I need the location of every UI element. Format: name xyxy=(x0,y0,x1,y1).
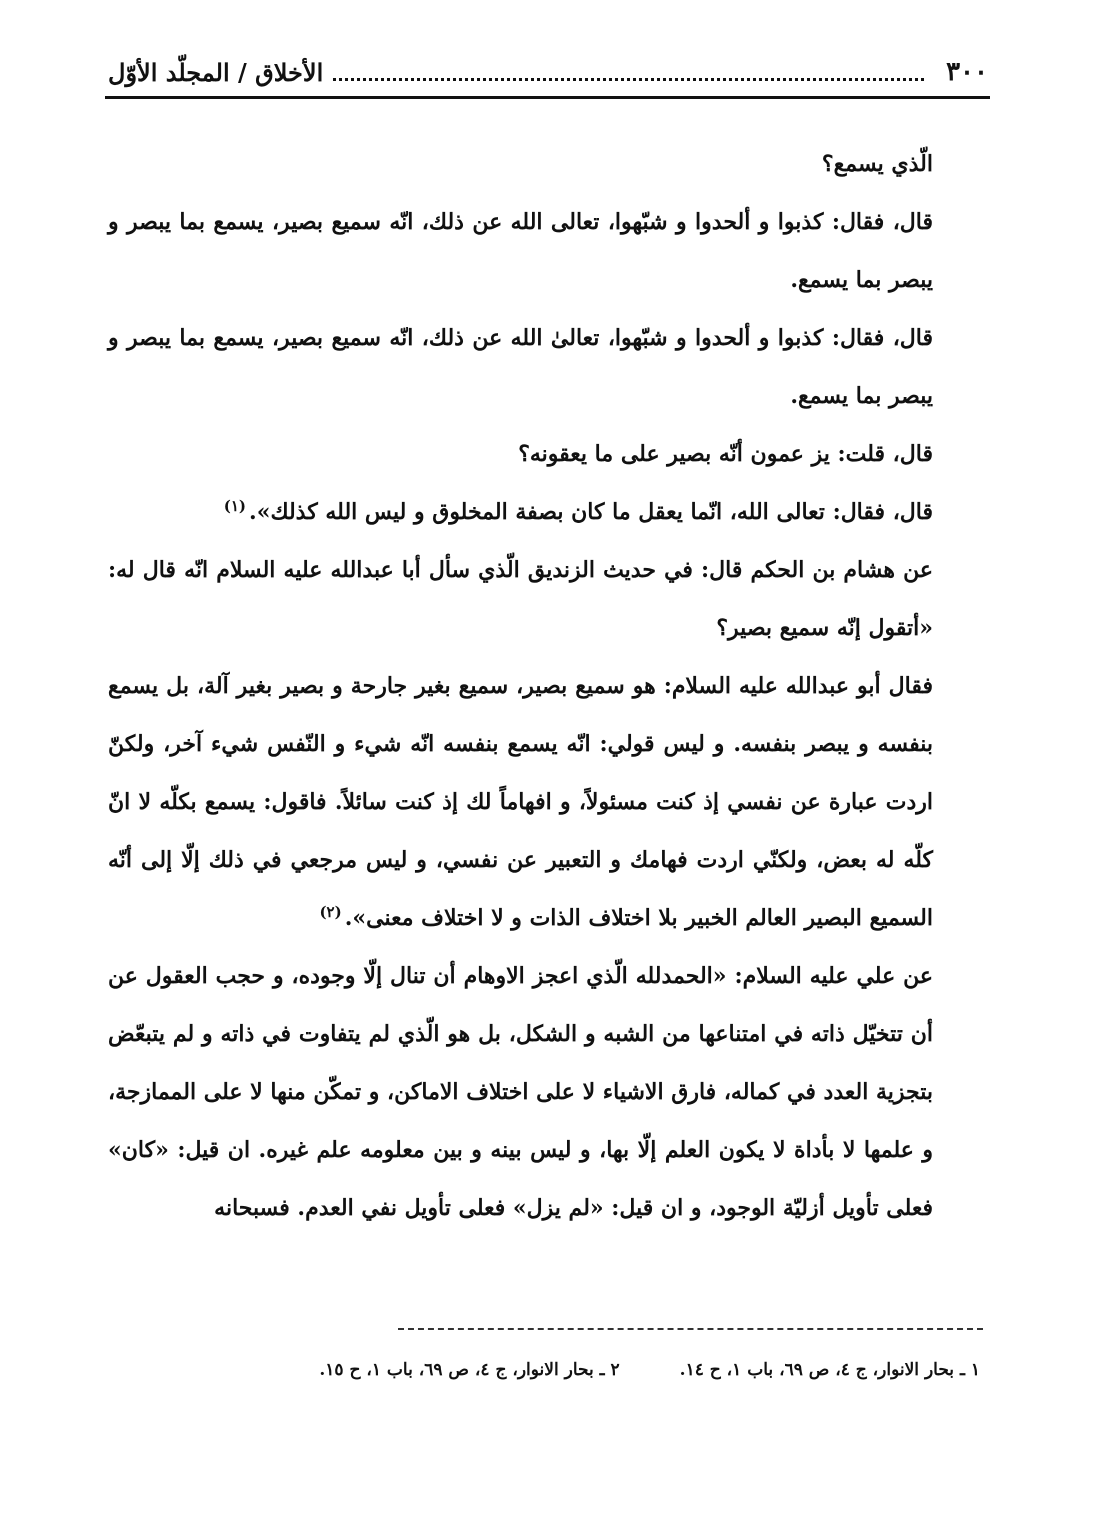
paragraph-with-ref xyxy=(108,657,933,947)
paragraph: قال، فقال: كذبوا و ألحدوا و شبّهوا، تعالىٰ الله عن ذلك، انّه سميع بصير، يسمع بما يبصر و يبصر بما يسمع. xyxy=(108,325,933,409)
header-rule xyxy=(105,96,990,99)
paragraph-text: قال، فقال: تعالى الله، انّما يعقل ما كان بصفة المخلوق و ليس الله كذلك». xyxy=(249,499,933,525)
footnote-ref-2: (٢) xyxy=(319,902,342,921)
paragraph-with-ref xyxy=(108,483,933,541)
footnote-ref-1: (١) xyxy=(223,496,247,515)
paragraph: عن هشام بن الحكم قال: في حديث الزنديق الّذي سأل أبا عبدالله عليه السلام انّه قال له: «أتقول إنّه سميع بصير؟ xyxy=(108,557,933,641)
footnote-separator xyxy=(398,1328,983,1330)
paragraph: قال، فقال: كذبوا و ألحدوا و شبّهوا، تعالى الله عن ذلك، انّه سميع بصير، يسمع بما يبصر و يبصر بما يسمع. xyxy=(108,209,933,293)
header-leader-dots xyxy=(333,64,924,81)
page-header xyxy=(108,52,988,92)
running-title: الأخلاق / المجلّد الأوّل xyxy=(108,57,324,87)
paragraph: الّذي يسمع؟ xyxy=(821,151,933,177)
footnote-1: ١ ـ بحار الانوار، ج ٤، ص ٦٩، باب ١، ح ١٤. xyxy=(679,1360,980,1380)
main-text xyxy=(108,135,933,1237)
footnotes xyxy=(150,1360,980,1380)
footnote-2: ٢ ـ بحار الانوار، ج ٤، ص ٦٩، باب ١، ح ١٥. xyxy=(319,1360,620,1380)
paragraph: قال، قلت: يز عمون أنّه بصير على ما يعقونه؟ xyxy=(518,441,933,467)
paragraph: عن علي عليه السلام: «الحمدلله الّذي اعجز الاوهام أن تنال إلّا وجوده، و حجب العقول عن أن تتخيّل ذاته في امتناعها من الشبه و الشكل، بل هو الّذي لم يتفاوت في ذاته و لم يتبعّض بتجزية العدد في كماله، فارق الاشياء لا على اختلاف الاماكن، و تمكّن منها لا على الممازجة، و علمها لا بأداة لا يكون العلم إلّا بها، و ليس بينه و بين معلومه علم غيره. ان قيل: «كان» فعلى تأويل أزليّة الوجود، و ان قيل: «لم يزل» فعلى تأويل نفي العدم. فسبحانه xyxy=(108,963,934,1221)
paragraph-text: فقال أبو عبدالله عليه السلام: هو سميع بصير، سميع بغير جارحة و بصير بغير آلة، بل يسمع بنفسه و يبصر بنفسه. و ليس قولي: انّه يسمع بنفسه انّه شيء و النّفس شيء آخر، ولكنّ اردت عبارة عن نفسي إذ كنت مسئولاً، و افهاماً لك إذ كنت سائلاً. فاقول: يسمع بكلّه لا انّ كلّه له بعض، ولكنّي اردت فهامك و التعبير عن نفسي، و ليس مرجعي في ذلك إلّا إلى أنّه السميع البصير العالم الخبير بلا اختلاف الذات و لا اختلاف معنى». xyxy=(108,673,933,931)
page-number: ٣٠٠ xyxy=(946,57,988,87)
